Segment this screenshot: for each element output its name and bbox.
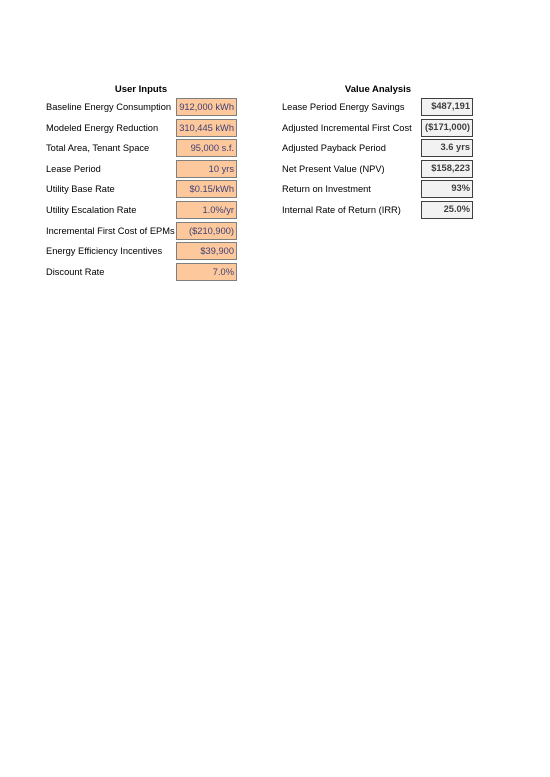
output-label: Adjusted Incremental First Cost bbox=[282, 123, 412, 133]
output-row-adjusted-first-cost bbox=[282, 118, 473, 138]
input-row-discount-rate bbox=[46, 262, 237, 282]
output-value-irr[interactable]: 25.0% bbox=[421, 201, 473, 219]
input-value-discount-rate[interactable]: 7.0% bbox=[176, 263, 237, 281]
input-row-utility-escalation bbox=[46, 200, 237, 220]
input-row-baseline-energy bbox=[46, 97, 237, 117]
input-label: Baseline Energy Consumption bbox=[46, 102, 172, 112]
input-value-incremental-first-cost[interactable]: ($210,900) bbox=[176, 222, 237, 240]
input-value-utility-base-rate[interactable]: $0.15/kWh bbox=[176, 180, 237, 198]
input-label: Utility Escalation Rate bbox=[46, 205, 137, 215]
output-row-payback-period bbox=[282, 138, 473, 158]
output-label: Lease Period Energy Savings bbox=[282, 102, 405, 112]
input-label: Incremental First Cost of EPMs bbox=[46, 226, 175, 236]
output-value-payback-period[interactable]: 3.6 yrs bbox=[421, 139, 473, 157]
output-label: Adjusted Payback Period bbox=[282, 143, 386, 153]
input-label: Energy Efficiency Incentives bbox=[46, 246, 163, 256]
output-value-adjusted-first-cost[interactable]: ($171,000) bbox=[421, 119, 473, 137]
input-row-efficiency-incentives bbox=[46, 241, 237, 261]
input-value-baseline-energy[interactable]: 912,000 kWh bbox=[176, 98, 237, 116]
input-label: Utility Base Rate bbox=[46, 184, 115, 194]
user-inputs-title: User Inputs bbox=[114, 84, 168, 95]
output-row-energy-savings bbox=[282, 97, 473, 117]
input-row-modeled-reduction bbox=[46, 118, 237, 138]
input-row-total-area bbox=[46, 138, 237, 158]
input-value-utility-escalation[interactable]: 1.0%/yr bbox=[176, 201, 237, 219]
output-value-energy-savings[interactable]: $487,191 bbox=[421, 98, 473, 116]
output-value-npv[interactable]: $158,223 bbox=[421, 160, 473, 178]
input-value-modeled-reduction[interactable]: 310,445 kWh bbox=[176, 119, 237, 137]
input-row-lease-period bbox=[46, 159, 237, 179]
input-row-utility-base-rate bbox=[46, 179, 237, 199]
output-row-roi bbox=[282, 179, 473, 199]
input-row-incremental-first-cost bbox=[46, 221, 237, 241]
output-row-npv bbox=[282, 159, 473, 179]
input-label: Discount Rate bbox=[46, 267, 105, 277]
value-analysis-title: Value Analysis bbox=[344, 84, 412, 95]
output-label: Internal Rate of Return (IRR) bbox=[282, 205, 401, 215]
output-label: Net Present Value (NPV) bbox=[282, 164, 385, 174]
input-value-efficiency-incentives[interactable]: $39,900 bbox=[176, 242, 237, 260]
input-label: Total Area, Tenant Space bbox=[46, 143, 150, 153]
input-value-total-area[interactable]: 95,000 s.f. bbox=[176, 139, 237, 157]
output-value-roi[interactable]: 93% bbox=[421, 180, 473, 198]
input-label: Lease Period bbox=[46, 164, 101, 174]
output-label: Return on Investment bbox=[282, 184, 371, 194]
input-label: Modeled Energy Reduction bbox=[46, 123, 159, 133]
output-row-irr bbox=[282, 200, 473, 220]
input-value-lease-period[interactable]: 10 yrs bbox=[176, 160, 237, 178]
